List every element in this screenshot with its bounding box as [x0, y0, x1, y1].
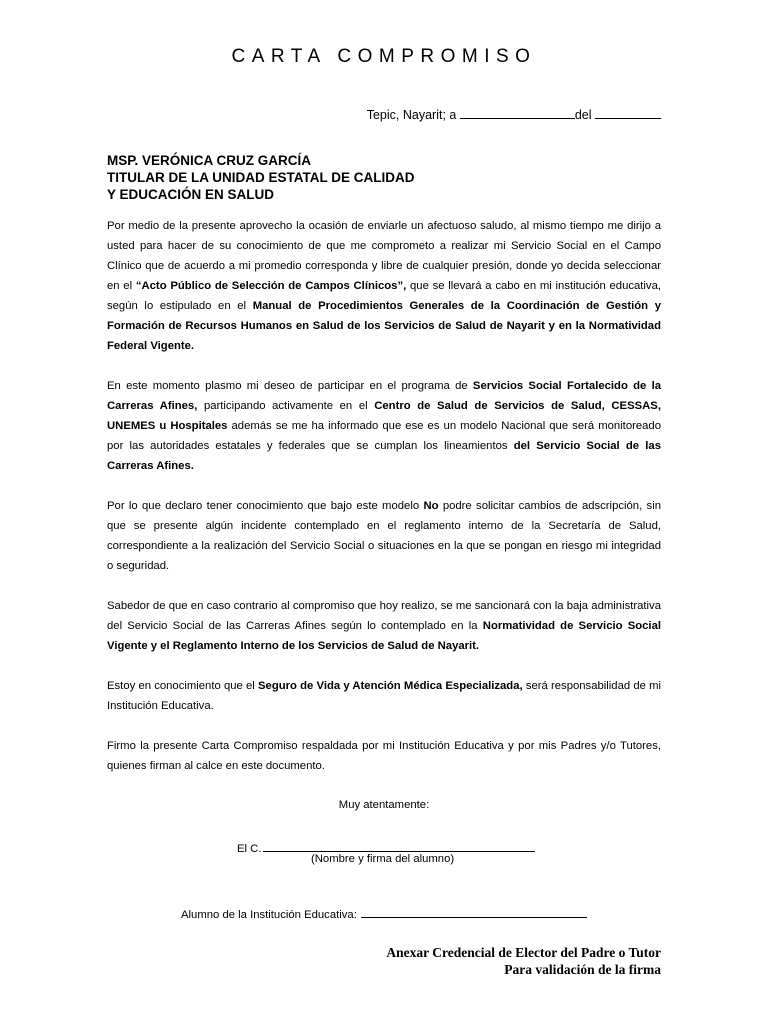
p6-text-1: Firmo la presente Carta Compromiso respaldada por mi Institución Educativa y por mis Padres y/o Tutores, quienes firman al calce en este documento.	[107, 740, 661, 772]
p1-bold-1: “Acto Público de Selección de Campos Clínicos”,	[135, 280, 407, 292]
paragraph-4	[107, 596, 661, 656]
p1-text-2: que se llevará a cabo en mi institución educativa, según lo estipulado en el	[107, 280, 661, 312]
annex-line-2: Para validación de la firma	[504, 962, 661, 977]
place-date-line	[367, 107, 661, 122]
paragraph-5	[107, 676, 661, 716]
p4-bold-1: Normatividad de Servicio Social Vigente y el Reglamento Interno de los Servicios de Salud de Nayarit.	[107, 620, 661, 652]
signature-blank	[263, 840, 535, 852]
p2-bold-1: Servicios Social Fortalecido de la Carreras Afines,	[107, 380, 661, 412]
p3-text-2: podre solicitar cambios de adscripción, sin que se presente algún incidente contemplado en el reglamento interno de la Secretaría de Salud, correspondiente a la realización del Servicio Social o situaciones en la que se pongan en riesgo mi integridad o seguridad.	[107, 500, 661, 572]
p2-bold-3: del Servicio Social de las Carreras Afines.	[107, 440, 661, 472]
paragraph-2	[107, 376, 661, 476]
p3-bold-1: No	[423, 500, 439, 512]
paragraph-1	[107, 216, 661, 356]
document-title: CARTA COMPROMISO	[231, 46, 537, 67]
institution-line	[181, 906, 587, 921]
addressee-block	[107, 152, 414, 203]
addressee-title-cont: Y EDUCACIÓN EN SALUD	[107, 187, 275, 202]
p2-text-2: participando activamente en el	[197, 400, 375, 412]
p2-text-3: además se me ha informado que ese es un modelo Nacional que será monitoreado por las autoridades estatales y federales que se cumplan los lineamientos	[107, 420, 662, 452]
institution-label: Alumno de la Institución Educativa:	[181, 909, 357, 921]
paragraph-3	[107, 496, 661, 576]
p5-text-2: será responsabilidad de mi Institución Educativa.	[107, 680, 662, 712]
p5-text-1: Estoy en conocimiento que el	[107, 680, 258, 692]
addressee-title: TITULAR DE LA UNIDAD ESTATAL DE CALIDAD	[107, 170, 415, 185]
p3-text-1: Por lo que declaro tener conocimiento que bajo este modelo	[107, 500, 424, 512]
addressee-name: MSP. VERÓNICA CRUZ GARCÍA	[107, 153, 312, 168]
institution-blank	[361, 906, 587, 918]
p2-text-1: En este momento plasmo mi deseo de participar en el programa de	[107, 380, 473, 392]
year-blank	[595, 107, 661, 119]
annex-line-1: Anexar Credencial de Elector del Padre o Tutor	[386, 945, 661, 960]
p4-text-1: Sabedor de que en caso contrario al compromiso que hoy realizo, se me sancionará con la baja administrativa del Servicio Social de las Carreras Afines según lo contemplado en la	[107, 600, 661, 632]
p2-bold-2: Centro de Salud de Servicios de Salud, CESSAS, UNEMES u Hospitales	[107, 400, 661, 432]
signature-caption: (Nombre y firma del alumno)	[311, 853, 455, 865]
closing-text: Muy atentamente:	[338, 799, 430, 811]
p1-text-1: Por medio de la presente aprovecho la ocasión de enviarle un afectuoso saludo, al mismo tiempo me dirijo a usted para hacer de su conocimiento de que me comprometo a realizar mi Servicio Social en el Campo Clínico que de acuerdo a mi promedio corresponda y libre de cualquier presión, donde yo decida seleccionar en el	[107, 220, 661, 292]
p5-bold-1: Seguro de Vida y Atención Médica Especializada,	[258, 680, 523, 692]
place-middle: del	[574, 108, 592, 122]
signature-label: El C.	[237, 843, 262, 855]
p1-bold-2: Manual de Procedimientos Generales de la Coordinación de Gestión y Formación de Recursos Humanos en Salud de los Servicios de Salud de Nayarit y en la Normatividad Federal Vigente.	[107, 300, 661, 352]
annex-note	[386, 944, 661, 978]
date-blank	[460, 107, 575, 119]
place-prefix: Tepic, Nayarit; a	[366, 108, 457, 122]
paragraph-6	[107, 736, 661, 776]
letter-body	[107, 216, 661, 796]
